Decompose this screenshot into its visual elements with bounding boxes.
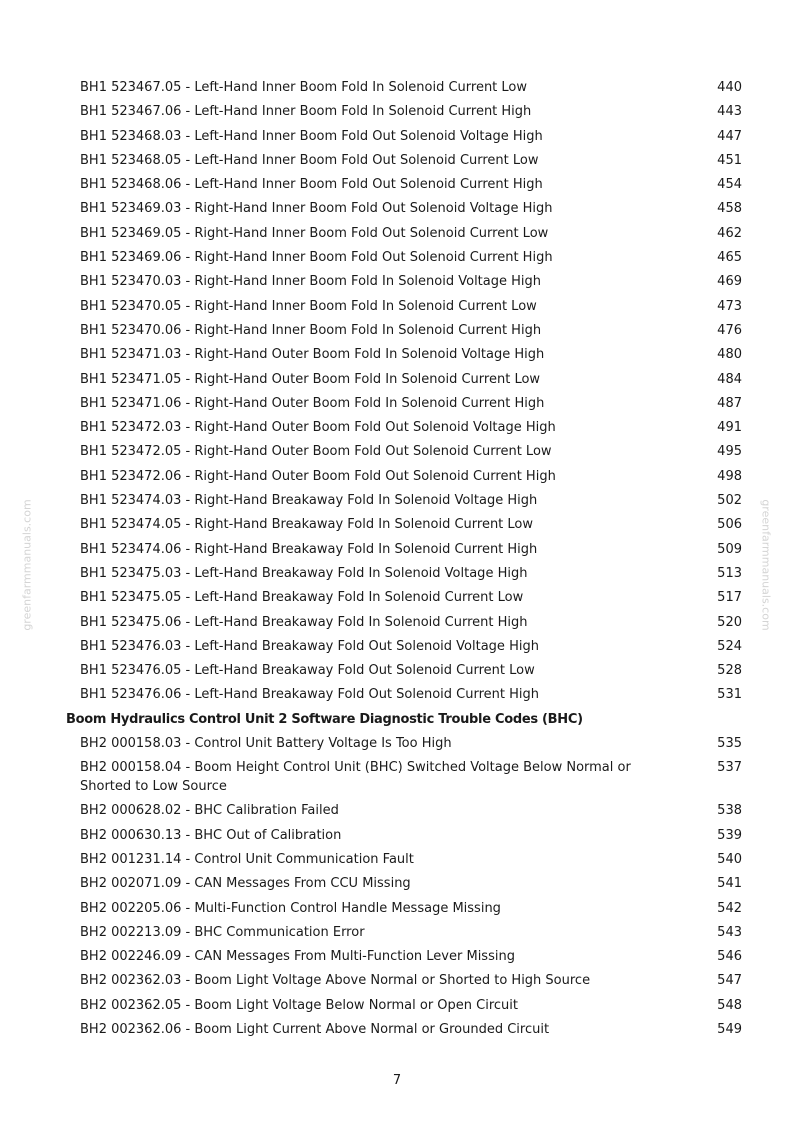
- entry-page-number: 547: [717, 973, 742, 989]
- entry-title: BH1 523469.03 - Right-Hand Inner Boom Fold Out Solenoid Voltage High: [80, 201, 553, 217]
- entry-page-number: 542: [717, 900, 742, 916]
- toc-entry[interactable]: [0, 297, 794, 321]
- entry-page-number: 443: [717, 104, 742, 120]
- entry-title: BH1 523469.06 - Right-Hand Inner Boom Fold Out Solenoid Current High: [80, 250, 553, 266]
- entry-page-number: 447: [717, 128, 742, 144]
- entry-title: BH1 523476.05 - Left-Hand Breakaway Fold Out Solenoid Current Low: [80, 663, 535, 679]
- toc-entry[interactable]: [0, 801, 794, 825]
- toc-entry[interactable]: [0, 637, 794, 661]
- toc-entry[interactable]: [0, 467, 794, 491]
- entry-page-number: 458: [717, 201, 742, 217]
- entry-page-number: 473: [717, 298, 742, 314]
- entry-page-number: 506: [717, 517, 742, 533]
- toc-entry[interactable]: [0, 540, 794, 564]
- entry-page-number: 476: [717, 322, 742, 338]
- entry-title: BH1 523470.05 - Right-Hand Inner Boom Fold In Solenoid Current Low: [80, 298, 537, 314]
- entry-title: BH1 523467.06 - Left-Hand Inner Boom Fold In Solenoid Current High: [80, 104, 532, 120]
- entry-page-number: 495: [717, 444, 742, 460]
- entry-page-number: 549: [717, 1021, 742, 1037]
- watermark-left: greenfarmmanuals.com: [20, 499, 34, 631]
- toc-entry[interactable]: [0, 370, 794, 394]
- toc-entry[interactable]: [0, 1020, 794, 1044]
- toc-entry[interactable]: [0, 734, 794, 758]
- entry-title: BH2 002362.06 - Boom Light Current Above Normal or Grounded Circuit: [80, 1021, 550, 1037]
- entry-title: BH1 523471.06 - Right-Hand Outer Boom Fold In Solenoid Current High: [80, 395, 545, 411]
- entry-title: BH1 523468.06 - Left-Hand Inner Boom Fold Out Solenoid Current High: [80, 177, 543, 193]
- entry-page-number: 520: [717, 614, 742, 630]
- entry-title: BH2 002205.06 - Multi-Function Control Handle Message Missing: [80, 900, 501, 916]
- entry-page-number: 498: [717, 468, 742, 484]
- table-of-contents: [0, 78, 794, 1044]
- entry-page-number: 548: [717, 997, 742, 1013]
- entry-title: BH2 001231.14 - Control Unit Communication Fault: [80, 851, 414, 867]
- entry-page-number: 517: [717, 590, 742, 606]
- entry-title: BH1 523474.03 - Right-Hand Breakaway Fold In Solenoid Voltage High: [80, 493, 538, 509]
- entry-title: BH2 002246.09 - CAN Messages From Multi-Function Lever Missing: [80, 949, 515, 965]
- toc-entry[interactable]: [0, 127, 794, 151]
- entry-title: BH2 002362.05 - Boom Light Voltage Below Normal or Open Circuit: [80, 997, 518, 1013]
- entry-page-number: 454: [717, 177, 742, 193]
- toc-entry[interactable]: [0, 491, 794, 515]
- toc-entry[interactable]: [0, 996, 794, 1020]
- entry-title: BH2 000158.04 - Boom Height Control Unit (BHC) Switched Voltage Below Normal or Shorted to Low Source: [80, 760, 631, 795]
- entry-page-number: 541: [717, 876, 742, 892]
- entry-title: BH1 523471.05 - Right-Hand Outer Boom Fold In Solenoid Current Low: [80, 371, 541, 387]
- toc-entry[interactable]: [0, 394, 794, 418]
- entry-title: BH2 000158.03 - Control Unit Battery Voltage Is Too High: [80, 736, 452, 752]
- toc-entry[interactable]: [0, 850, 794, 874]
- entry-page-number: 543: [717, 924, 742, 940]
- toc-entry[interactable]: [0, 321, 794, 345]
- entry-title: BH2 002071.09 - CAN Messages From CCU Missing: [80, 876, 411, 892]
- toc-entry[interactable]: [0, 923, 794, 947]
- entry-title: BH1 523472.06 - Right-Hand Outer Boom Fold Out Solenoid Current High: [80, 468, 556, 484]
- entry-page-number: 487: [717, 395, 742, 411]
- entry-title: BH1 523474.06 - Right-Hand Breakaway Fold In Solenoid Current High: [80, 541, 538, 557]
- entry-page-number: 524: [717, 638, 742, 654]
- entry-title: BH2 000628.02 - BHC Calibration Failed: [80, 803, 339, 819]
- toc-entry[interactable]: [0, 442, 794, 466]
- section-title: Boom Hydraulics Control Unit 2 Software Diagnostic Trouble Codes (BHC): [66, 711, 583, 727]
- toc-entry[interactable]: [0, 418, 794, 442]
- entry-page-number: 451: [717, 152, 742, 168]
- toc-entry[interactable]: [0, 874, 794, 898]
- entry-page-number: 538: [717, 803, 742, 819]
- entry-page-number: 540: [717, 851, 742, 867]
- entry-title: BH1 523467.05 - Left-Hand Inner Boom Fold In Solenoid Current Low: [80, 80, 528, 95]
- entry-title: BH1 523475.05 - Left-Hand Breakaway Fold In Solenoid Current Low: [80, 590, 524, 606]
- entry-title: BH2 000630.13 - BHC Out of Calibration: [80, 827, 342, 843]
- entry-title: BH1 523474.05 - Right-Hand Breakaway Fold In Solenoid Current Low: [80, 517, 534, 533]
- entry-page-number: 537: [717, 760, 742, 776]
- entry-title: BH1 523470.06 - Right-Hand Inner Boom Fold In Solenoid Current High: [80, 322, 542, 338]
- toc-entry[interactable]: [0, 151, 794, 175]
- entry-title: BH1 523476.03 - Left-Hand Breakaway Fold Out Solenoid Voltage High: [80, 638, 539, 654]
- entry-page-number: 546: [717, 949, 742, 965]
- toc-entry[interactable]: [0, 661, 794, 685]
- entry-title: BH1 523469.05 - Right-Hand Inner Boom Fold Out Solenoid Current Low: [80, 225, 549, 241]
- toc-entry[interactable]: [0, 899, 794, 923]
- entry-page-number: 469: [717, 274, 742, 290]
- toc-entry[interactable]: [0, 175, 794, 199]
- page-number: 7: [392, 1073, 402, 1088]
- entry-title: BH1 523472.03 - Right-Hand Outer Boom Fold Out Solenoid Voltage High: [80, 420, 556, 436]
- toc-entry[interactable]: [0, 758, 794, 801]
- toc-entry[interactable]: [0, 826, 794, 850]
- toc-entry[interactable]: [0, 564, 794, 588]
- toc-entry[interactable]: [0, 78, 794, 102]
- entry-page-number: 528: [717, 663, 742, 679]
- entry-page-number: 491: [717, 420, 742, 436]
- entry-title: BH2 002213.09 - BHC Communication Error: [80, 924, 365, 940]
- entry-page-number: 531: [717, 687, 742, 703]
- toc-entry[interactable]: [0, 588, 794, 612]
- entry-page-number: 465: [717, 250, 742, 266]
- toc-entry[interactable]: [0, 224, 794, 248]
- entry-page-number: 539: [717, 827, 742, 843]
- entry-title: BH1 523475.06 - Left-Hand Breakaway Fold In Solenoid Current High: [80, 614, 528, 630]
- toc-entry[interactable]: [0, 102, 794, 126]
- toc-entry[interactable]: [0, 971, 794, 995]
- toc-entry[interactable]: [0, 248, 794, 272]
- entry-page-number: 535: [717, 736, 742, 752]
- entry-title: BH1 523468.05 - Left-Hand Inner Boom Fold Out Solenoid Current Low: [80, 152, 539, 168]
- entry-page-number: 513: [717, 565, 742, 581]
- entry-title: BH1 523475.03 - Left-Hand Breakaway Fold In Solenoid Voltage High: [80, 565, 528, 581]
- entry-page-number: 480: [717, 347, 742, 363]
- entry-title: BH1 523476.06 - Left-Hand Breakaway Fold Out Solenoid Current High: [80, 687, 540, 703]
- entry-page-number: 484: [717, 371, 742, 387]
- toc-entry[interactable]: [0, 199, 794, 223]
- entry-title: BH1 523468.03 - Left-Hand Inner Boom Fold Out Solenoid Voltage High: [80, 128, 543, 144]
- toc-entry[interactable]: [0, 515, 794, 539]
- toc-entry[interactable]: [0, 613, 794, 637]
- entry-title: BH1 523472.05 - Right-Hand Outer Boom Fold Out Solenoid Current Low: [80, 444, 552, 460]
- entry-page-number: 440: [717, 80, 742, 95]
- toc-entry[interactable]: [0, 345, 794, 369]
- entry-title: BH1 523471.03 - Right-Hand Outer Boom Fold In Solenoid Voltage High: [80, 347, 545, 363]
- entry-page-number: 509: [717, 541, 742, 557]
- toc-entry[interactable]: [0, 947, 794, 971]
- entry-page-number: 502: [717, 493, 742, 509]
- entry-page-number: 462: [717, 225, 742, 241]
- toc-section-heading: [0, 710, 794, 734]
- entry-title: BH2 002362.03 - Boom Light Voltage Above Normal or Shorted to High Source: [80, 973, 591, 989]
- entry-title: BH1 523470.03 - Right-Hand Inner Boom Fold In Solenoid Voltage High: [80, 274, 541, 290]
- toc-entry[interactable]: [0, 685, 794, 709]
- watermark-right: greenfarmmanuals.com: [759, 499, 773, 631]
- toc-entry[interactable]: [0, 272, 794, 296]
